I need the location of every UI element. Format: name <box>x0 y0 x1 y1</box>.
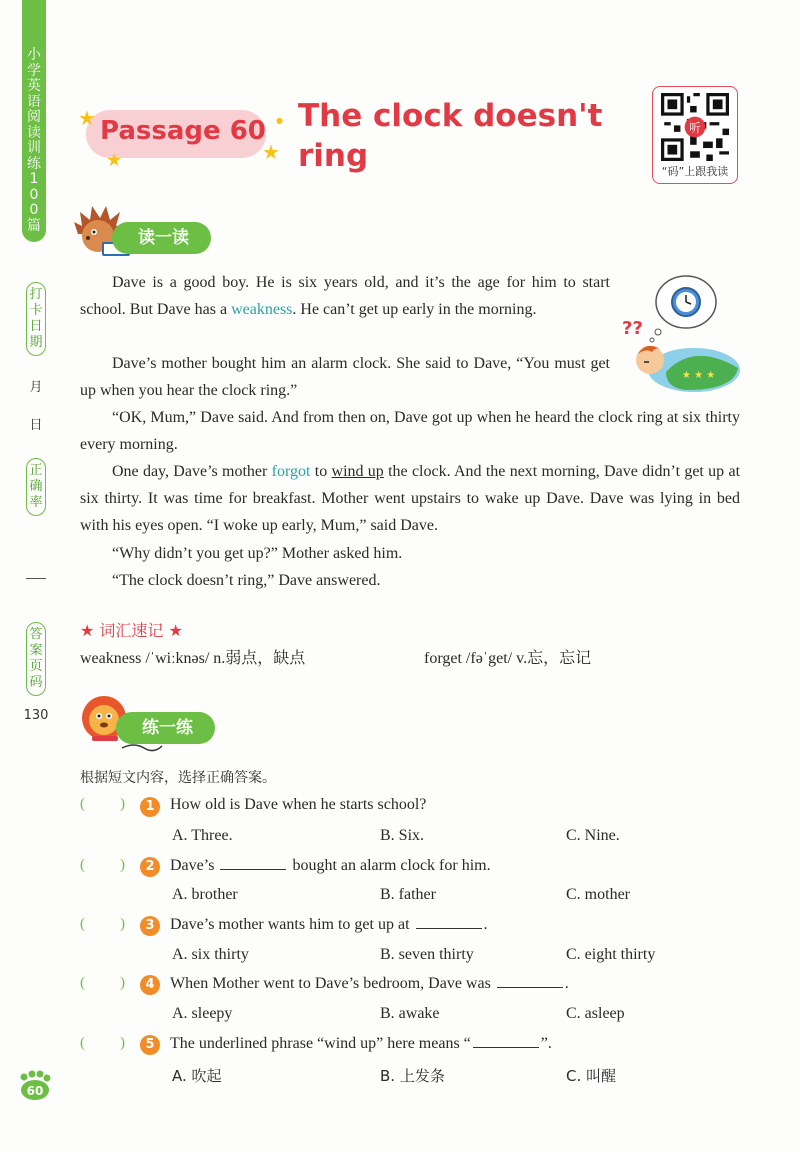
star-icon: ★ <box>106 150 123 171</box>
p4-text-b: to <box>310 463 332 480</box>
paren-open: ( <box>80 975 85 991</box>
question-text-a: When Mother went to Dave’s bedroom, Dave was <box>170 975 491 992</box>
p4-text-a: One day, Dave’s mother <box>112 463 272 480</box>
series-tab <box>22 0 46 242</box>
answer-bracket[interactable] <box>80 975 130 992</box>
passage-paragraph-4 <box>80 458 740 539</box>
paren-open: ( <box>80 796 85 812</box>
answer-blank <box>220 857 286 870</box>
qr-code-box[interactable] <box>652 86 738 184</box>
paren-close: ) <box>120 975 125 991</box>
checkin-date-pill <box>26 282 46 356</box>
option-a[interactable]: A. sleepy <box>172 1005 233 1022</box>
instructions: 根据短文内容，选择正确答案。 <box>80 770 276 786</box>
paren-open: ( <box>80 857 85 873</box>
paren-open: ( <box>80 1035 85 1051</box>
question-text <box>170 1035 552 1053</box>
accuracy-line <box>26 578 46 579</box>
passage-label: Passage 60 <box>100 116 266 146</box>
option-b[interactable]: B. Six. <box>380 827 425 844</box>
p4-text-c: the clock. And the next morning, Dave didn’t get up at six thirty. It was time for breakfast. Mother went upstairs to wake up Dave. Dave was lying in bed with his eyes open. “I woke up early, Mum,” said Dave. <box>80 463 741 534</box>
question-text-b: bought an alarm clock for him. <box>292 857 491 874</box>
vocab-weakness: weakness /ˈwiːknəs/ n.弱点，缺点 <box>80 650 306 667</box>
answer-page-number: 130 <box>23 708 49 723</box>
question-number: 2 <box>140 857 160 877</box>
option-c[interactable]: C. mother <box>566 886 630 903</box>
qr-caption: “码”上跟我读 <box>661 165 729 178</box>
question-number: 3 <box>140 916 160 936</box>
passage-paragraph-1 <box>80 269 610 323</box>
accuracy-label: 正确率 <box>29 463 43 510</box>
answer-bracket[interactable] <box>80 857 130 874</box>
page-number: 60 <box>26 1084 44 1098</box>
answer-blank <box>497 975 563 988</box>
option-a[interactable]: A. six thirty <box>172 946 249 963</box>
passage-paragraph-5: “Why didn’t you get up?” Mother asked him. <box>112 545 403 562</box>
day-label: 日 <box>29 418 43 433</box>
option-c[interactable]: C. Nine. <box>566 827 620 844</box>
accuracy-pill <box>26 458 46 516</box>
p1-text-a: Dave is a good boy. He is six years old, and it’s the age for him to start school. But Dave has a <box>80 274 610 318</box>
question-text-a: Dave’s mother wants him to get up at <box>170 916 410 933</box>
answer-page-pill <box>26 622 46 696</box>
passage-paragraph-3: “OK, Mum,” Dave said. And from then on, Dave got up when he heard the clock ring at six thirty every morning. <box>80 409 740 453</box>
question-number: 1 <box>140 797 160 817</box>
p4-wind-up: wind up <box>331 463 384 480</box>
option-a[interactable]: A. 吹起 <box>172 1067 222 1085</box>
option-c[interactable]: C. asleep <box>566 1005 625 1022</box>
question-text <box>170 857 491 875</box>
paren-close: ) <box>120 1035 125 1051</box>
question-text <box>170 916 488 934</box>
question-number: 5 <box>140 1035 160 1055</box>
pencil-line-icon <box>120 742 164 752</box>
paren-close: ) <box>120 857 125 873</box>
option-c[interactable]: C. eight thirty <box>566 946 656 963</box>
checkin-label: 打卡日期 <box>29 287 43 350</box>
p1-text-b: . He can’t get up early in the morning. <box>292 301 537 318</box>
paren-close: ) <box>120 916 125 932</box>
star-icon: ★ <box>262 140 280 164</box>
question-text-a: The underlined phrase “wind up” here means “ <box>170 1035 471 1052</box>
option-a[interactable]: A. Three. <box>172 827 233 844</box>
paren-open: ( <box>80 916 85 932</box>
p1-weakness: weakness <box>231 301 293 318</box>
answer-page-label: 答案页码 <box>29 627 43 690</box>
answer-bracket[interactable] <box>80 796 130 813</box>
answer-blank <box>416 916 482 929</box>
answer-bracket[interactable] <box>80 1035 130 1052</box>
vocab-title: ★ 词汇速记 ★ <box>80 621 183 640</box>
option-b[interactable]: B. awake <box>380 1005 440 1022</box>
question-text: How old is Dave when he starts school? <box>170 796 427 813</box>
option-a[interactable]: A. brother <box>172 886 238 903</box>
answer-bracket[interactable] <box>80 916 130 933</box>
p4-forgot: forgot <box>271 463 311 480</box>
paren-close: ) <box>120 796 125 812</box>
option-b[interactable]: B. father <box>380 886 436 903</box>
option-b[interactable]: B. 上发条 <box>380 1067 445 1085</box>
practice-section-header: 练一练 <box>116 712 215 744</box>
read-section-header: 读一读 <box>112 222 211 254</box>
option-b[interactable]: B. seven thirty <box>380 946 474 963</box>
star-icon: ★ <box>78 106 96 130</box>
passage-paragraph-6: “The clock doesn’t ring,” Dave answered. <box>112 572 381 589</box>
question-text-b: ”. <box>540 1035 552 1052</box>
qr-code-icon[interactable] <box>661 93 729 161</box>
question-text <box>170 975 569 993</box>
page-number-paw <box>18 1070 52 1100</box>
question-text-b: . <box>483 916 488 933</box>
page-title: The clock doesn't ring <box>298 98 603 174</box>
question-text-a: Dave’s <box>170 857 215 874</box>
qr-badge: 听 <box>689 120 701 135</box>
star-icon: ● <box>276 116 283 125</box>
vocab-forget: forget /fəˈget/ v.忘，忘记 <box>424 650 592 667</box>
svg-text:??: ?? <box>622 318 643 339</box>
sleeping-boy-alarm-illustration <box>616 272 740 392</box>
question-text-b: . <box>564 975 569 992</box>
question-number: 4 <box>140 975 160 995</box>
option-c[interactable]: C. 叫醒 <box>566 1067 617 1085</box>
month-label: 月 <box>29 380 43 395</box>
svg-text:★ ★ ★: ★ ★ ★ <box>682 370 716 381</box>
series-title: 小学英语阅读训练100篇 <box>27 47 41 234</box>
passage-paragraph-2: Dave’s mother bought him an alarm clock. She said to Dave, “You must get up when you hear the clock ring.” <box>80 355 610 399</box>
answer-blank <box>473 1035 539 1048</box>
